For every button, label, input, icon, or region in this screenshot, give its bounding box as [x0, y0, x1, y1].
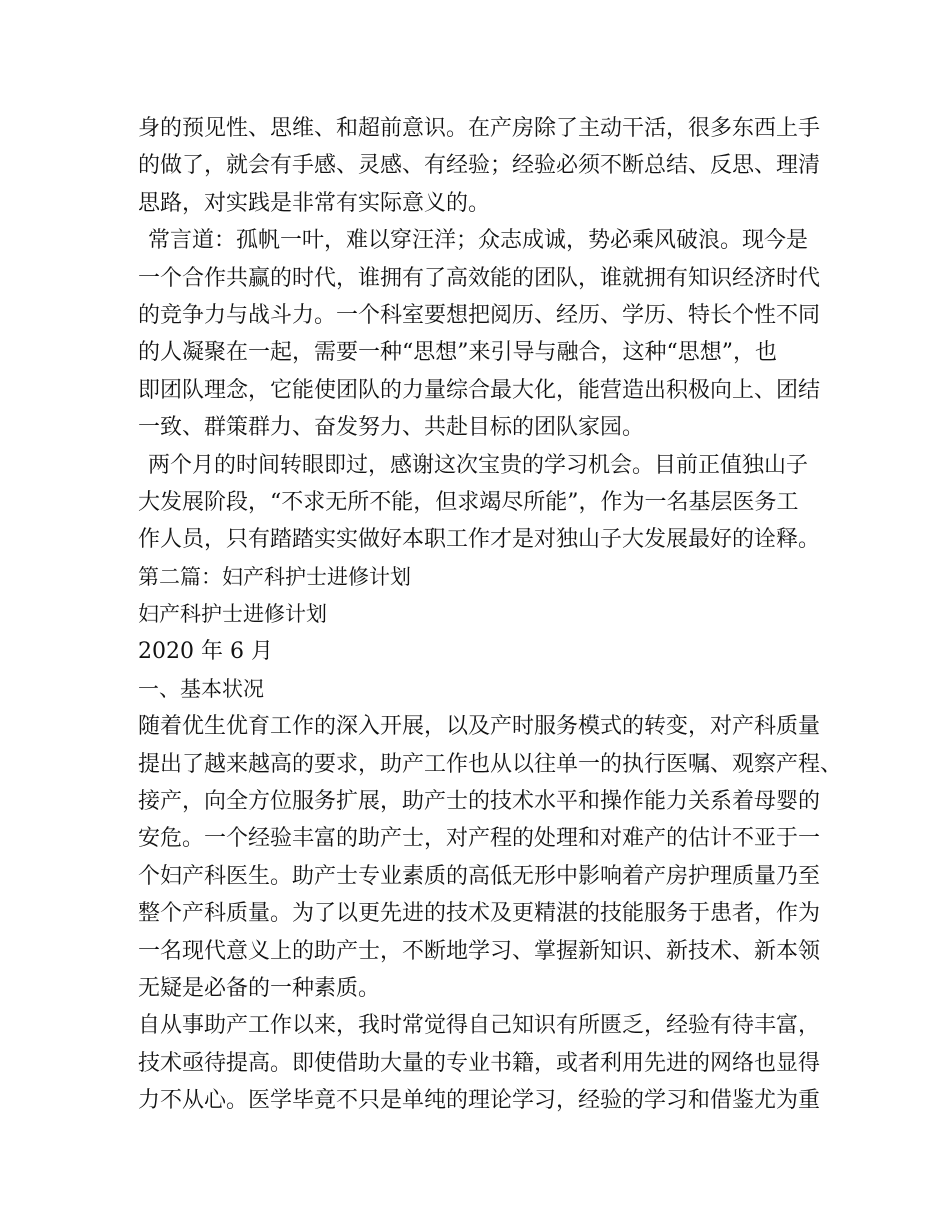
text-line: 随着优生优育工作的深入开展，以及产时服务模式的转变，对产科质量 — [138, 714, 821, 740]
document-title: 妇产科护士进修计划 — [138, 602, 327, 627]
text-line: 安危。一个经验丰富的助产士，对产程的处理和对难产的估计不亚于一 — [138, 826, 821, 852]
text-line: 力不从心。医学毕竟不只是单纯的理论学习，经验的学习和借鉴尤为重 — [138, 1088, 821, 1114]
text-line: 一个合作共赢的时代，谁拥有了高效能的团队，谁就拥有知识经济时代 — [138, 265, 821, 291]
text-line: 个妇产科医生。助产士专业素质的高低无形中影响着产房护理质量乃至 — [138, 863, 821, 889]
text-line: 思路，对实践是非常有实际意义的。 — [138, 190, 491, 216]
text-line: 自从事助产工作以来，我时常觉得自己知识有所匮乏，经验有待丰富， — [138, 1013, 821, 1039]
text-line: 无疑是必备的一种素质。 — [138, 975, 381, 1001]
text-line: 两个月的时间转眼即过，感谢这次宝贵的学习机会。目前正值独山子 — [148, 452, 809, 478]
text-line: 技术亟待提高。即使借助大量的专业书籍，或者利用先进的网络也显得 — [138, 1050, 821, 1076]
subsection-heading: 一、基本状况 — [138, 676, 264, 701]
text-line: 整个产科质量。为了以更先进的技术及更精湛的技能服务于患者，作为 — [138, 901, 821, 927]
text-line: 的竞争力与战斗力。一个科室要想把阅历、经历、学历、特长个性不同 — [138, 302, 821, 328]
text-line: 提出了越来越高的要求，助产工作也从以往单一的执行医嘱、观察产程、 — [138, 751, 843, 777]
text-line: 一名现代意义上的助产士，不断地学习、掌握新知识、新技术、新本领 — [138, 938, 821, 964]
text-line: 作人员，只有踏踏实实做好本职工作才是对独山子大发展最好的诠释。 — [138, 527, 821, 553]
text-line: 的人凝聚在一起，需要一种“思想”来引导与融合，这种“思想”，也 — [138, 340, 777, 366]
text-line: 身的预见性、思维、和超前意识。在产房除了主动干活，很多东西上手 — [138, 116, 821, 141]
document-body — [138, 110, 843, 1120]
text-line: 大发展阶段，“不求无所不能，但求竭尽所能”，作为一名基层医务工 — [138, 489, 799, 515]
document-date: 2020 年 6 月 — [138, 639, 273, 665]
text-line: 常言道：孤帆一叶，难以穿汪洋；众志成诚，势必乘风破浪。现今是 — [148, 228, 809, 254]
section-heading: 第二篇：妇产科护士进修计划 — [138, 564, 411, 589]
text-line: 即团队理念，它能使团队的力量综合最大化，能营造出积极向上、团结 — [138, 377, 821, 403]
text-line: 一致、群策群力、奋发努力、共赴目标的团队家园。 — [138, 415, 645, 441]
text-line: 的做了，就会有手感、灵感、有经验；经验必须不断总结、反思、理清 — [138, 153, 821, 179]
text-line: 接产，向全方位服务扩展，助产士的技术水平和操作能力关系着母婴的 — [138, 789, 821, 815]
